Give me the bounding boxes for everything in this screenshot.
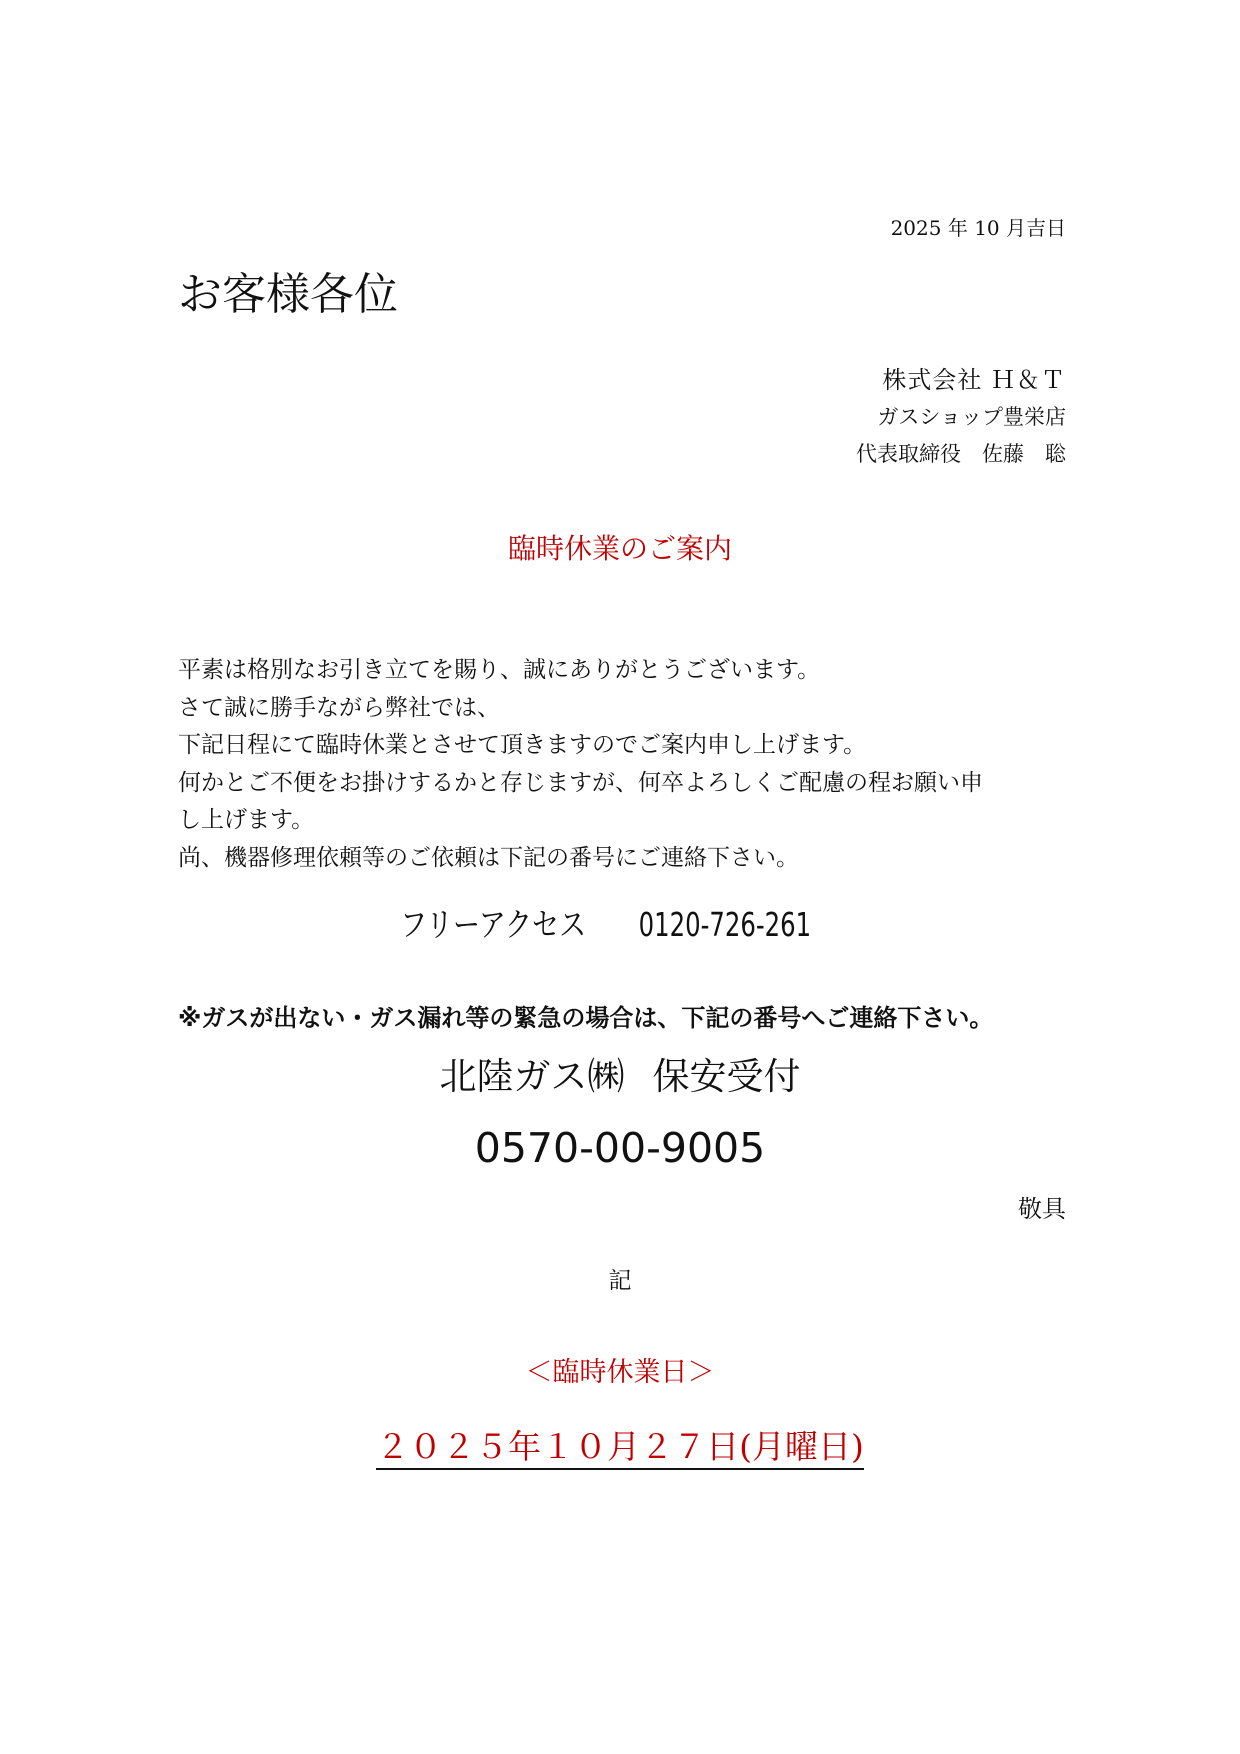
body-line: さて誠に勝手ながら弊社では、 <box>178 694 500 721</box>
emergency-note: ※ガスが出ない・ガス漏れ等の緊急の場合は、下記の番号へご連絡下さい。 <box>178 1004 994 1032</box>
ki-heading: 記 <box>608 1268 632 1294</box>
body-line: 平素は格別なお引き立てを賜り、誠にありがとうございます。 <box>178 657 821 683</box>
free-access-line <box>400 899 811 946</box>
holiday-date <box>0 1421 1240 1468</box>
body-line: 何かとご不便をお掛けするかと存じますが、何卒よろしくご配慮の程お願い申 <box>178 769 983 796</box>
body-line: 尚、機器修理依頼等のご依頼は下記の番号にご連絡下さい。 <box>178 844 799 871</box>
addressee: お客様各位 <box>178 269 398 320</box>
document-title: 臨時休業のご案内 <box>507 532 732 565</box>
free-access-label: フリーアクセス <box>400 905 587 944</box>
body-line: し上げます。 <box>178 807 315 833</box>
body-text <box>178 652 1068 877</box>
free-access-number: 0120-726-261 <box>638 905 812 944</box>
sender-representative: 代表取締役 佐藤 聡 <box>856 442 1066 466</box>
emergency-phone-number: 0570-00-9005 <box>474 1124 766 1172</box>
document-date: 2025 年 10 月吉日 <box>890 216 1066 240</box>
emergency-office-desk: 保安受付 <box>652 1055 801 1098</box>
emergency-office-name: 北陸ガス㈱ <box>439 1055 625 1098</box>
holiday-date-text: ２０２５年１０月２７日(月曜日) <box>376 1427 864 1470</box>
sender-shop: ガスショップ豊栄店 <box>877 405 1066 429</box>
sender-company: 株式会社 Ｈ＆Ｔ <box>882 366 1066 394</box>
emergency-office <box>0 1046 1240 1100</box>
holiday-label: ＜臨時休業日＞ <box>525 1357 715 1388</box>
closing-keigu: 敬具 <box>1018 1195 1066 1223</box>
body-line: 下記日程にて臨時休業とさせて頂きますのでご案内申し上げます。 <box>178 732 867 758</box>
